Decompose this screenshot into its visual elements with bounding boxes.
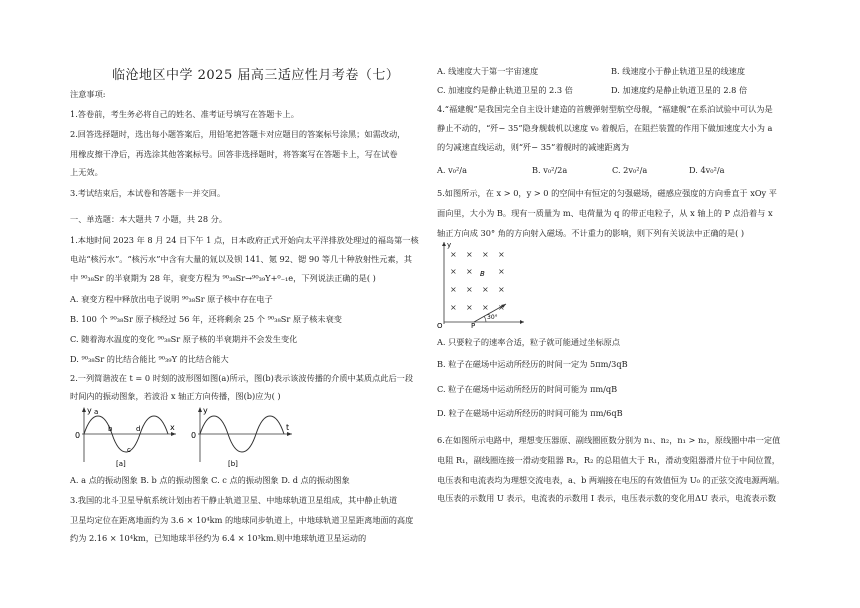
q2-fig-b-label: [b] xyxy=(228,460,238,468)
q2a-point-d: d xyxy=(136,425,141,433)
q1-line-3: 中 ⁹⁰₃₈Sr 的半衰期为 28 年，衰变方程为 ⁹⁰₃₈Sr→⁹⁰₃₉Y+⁰₋₁e，下列说法正确的是( ) xyxy=(70,273,376,283)
q2a-origin: 0 xyxy=(75,431,81,440)
cross: × xyxy=(450,267,457,276)
cross: × xyxy=(466,267,473,276)
cross: × xyxy=(498,250,505,259)
q2a-point-b: b xyxy=(108,425,113,433)
q3-option-b: B. 线速度小于静止轨道卫星的线速度 xyxy=(611,66,746,76)
q2b-y-label: y xyxy=(203,406,208,415)
q2a-y-label: y xyxy=(87,406,92,415)
q4-line-3: 的匀减速直线运动，则“歼− 35”着舰时的减速距离为 xyxy=(437,142,630,152)
section-heading: 一、单选题：本大题共 7 小题，共 28 分。 xyxy=(70,214,228,224)
cross: × xyxy=(466,285,473,294)
note-1: 1.答卷前，考生务必将自己的姓名、准考证号填写在答题卡上。 xyxy=(70,109,299,119)
cross: × xyxy=(482,303,489,312)
q2-options: A. a 点的振动图象 B. b 点的振动图象 C. c 点的振动图象 D. d 点的振动图象 xyxy=(70,475,350,485)
note-2-line-2: 用橡皮擦干净后，再选涂其他答案标号。回答非选择题时，将答案写在答题卡上，写在试卷 xyxy=(70,149,398,159)
q5-field-figure xyxy=(436,240,526,330)
q3-option-a: A. 线速度大于第一宇宙速度 xyxy=(437,66,539,76)
q4-option-d: D. 4v₀²/a xyxy=(689,165,725,175)
q6-line-2: 电阻 R₁，副线圈连接一滑动变阻器 R₂，R₂ 的总阻值大于 R₁，滑动变阻器滑片位于中间位置， xyxy=(437,455,780,465)
cross: × xyxy=(498,303,505,312)
cross: × xyxy=(482,285,489,294)
q3-line-2: 卫星均定位在距离地面约为 3.6 × 10⁴km 的地球同步轨道上，中地球轨道卫星距离地面的高度 xyxy=(70,515,414,525)
q2-line-2: 时间内的振动图象，若波沿 x 轴正方向传播，图(b)应为( ) xyxy=(70,391,281,401)
q6-line-4: 电压表的示数用 U 表示，电流表的示数用 I 表示，电压表示数的变化用ΔU 表示，电流表示数 xyxy=(437,493,776,503)
q1-line-2: 电站“核污水”。“核污水”中含有大量的氚以及钡 141、氪 92、锶 90 等几十种放射性元素，其 xyxy=(70,254,412,264)
q2b-t-label: t xyxy=(286,423,290,432)
cross: × xyxy=(466,303,473,312)
q4-line-2: 静止不动的，“歼− 35”隐身舰载机以速度 v₀ 着舰后，在阻拦装置的作用下做加速度大小为 a xyxy=(437,123,773,133)
note-3: 3.考试结束后，本试卷和答题卡一并交回。 xyxy=(70,188,226,198)
q4-option-b: B. v₀²/2a xyxy=(532,165,568,175)
cross: × xyxy=(482,250,489,259)
notes-heading: 注意事项: xyxy=(70,89,106,99)
q1-option-d: D. ⁹⁰₃₈Sr 的比结合能比 ⁹⁰₃₉Y 的比结合能大 xyxy=(70,354,229,364)
q2-fig-a-label: [a] xyxy=(116,460,126,468)
q1-option-a: A. 衰变方程中释放出电子说明 ⁹⁰₃₈Sr 原子核中存在电子 xyxy=(70,294,273,304)
cross: × xyxy=(450,250,457,259)
q5-option-b: B. 粒子在磁场中运动所经历的时间一定为 5πm/3qB xyxy=(437,359,628,369)
q1-option-b: B. 100 个 ⁹⁰₃₈Sr 原子核经过 56 年，还将剩余 25 个 ⁹⁰₃₈Sr 原子核未衰变 xyxy=(70,314,342,324)
q5-option-c: C. 粒子在磁场中运动所经历的时间可能为 πm/qB xyxy=(437,384,618,394)
q6-line-1: 6.在如图所示电路中，理想变压器原、副线圈匝数分别为 n₁、n₂，n₁ > n₂，原线圈中串一定值 xyxy=(437,435,781,445)
q2-wave-figures xyxy=(70,404,300,468)
q4-line-1: 4.“福建舰”是我国完全自主设计建造的首艘弹射型航空母舰，“福建舰”在系泊试验中可认为是 xyxy=(437,104,773,114)
q5-y-label: y xyxy=(447,241,452,249)
q2-line-1: 2.一列简谐波在 t = 0 时刻的波形图如图(a)所示，图(b)表示该波传播的介质中某质点此后一段 xyxy=(70,373,414,383)
cross: × xyxy=(450,303,457,312)
q6-line-3: 电压表和电流表均为理想交流电表，a、b 两端接在电压的有效值恒为 U₀ 的正弦交流电源两端。 xyxy=(437,475,785,485)
q5-angle-label: 30° xyxy=(487,314,498,321)
q1-option-c: C. 随着海水温度的变化 ⁹⁰₃₈Sr 原子核的半衰期并不会发生变化 xyxy=(70,334,298,344)
q2a-x-label: x xyxy=(170,423,175,432)
cross: × xyxy=(466,250,473,259)
cross: × xyxy=(498,267,505,276)
q5-line-2: 面向里，大小为 B。现有一质量为 m、电荷量为 q 的带正电粒子，从 x 轴上的 P 点沿着与 x xyxy=(437,208,773,218)
q3-option-c: C. 加速度约是静止轨道卫星的 2.3 倍 xyxy=(437,85,573,95)
cross: × xyxy=(450,285,457,294)
q5-origin: O xyxy=(437,322,443,330)
note-2-line-3: 上无效。 xyxy=(70,167,103,177)
q5-option-a: A. 只要粒子的速率合适，粒子就可能通过坐标原点 xyxy=(437,337,621,347)
q3-option-d: D. 加速度约是静止轨道卫星的 2.8 倍 xyxy=(611,85,748,95)
q1-line-1: 1.本地时间 2023 年 8 月 24 日下午 1 点，日本政府正式开始向太平洋排放处理过的福岛第一核 xyxy=(70,235,419,245)
q5-p-label: P xyxy=(471,322,476,330)
q3-line-1: 3.我国的北斗卫星导航系统计划由若干静止轨道卫星、中地球轨道卫星组成，其中静止轨道 xyxy=(70,495,398,505)
q2a-point-a: a xyxy=(94,408,99,416)
note-2-line-1: 2.回答选择题时，选出每小题答案后，用铅笔把答题卡对应题目的答案标号涂黑；如需改动， xyxy=(70,129,406,139)
q5-line-1: 5.如图所示，在 x > 0，y > 0 的空间中有恒定的匀强磁场，磁感应强度的方向垂直于 xOy 平 xyxy=(437,188,777,198)
q5-option-d: D. 粒子在磁场中运动所经历的时间可能为 πm/6qB xyxy=(437,408,623,418)
q5-line-3: 轴正方向成 30° 角的方向射入磁场。不计重力的影响，则下列有关说法中正确的是( ) xyxy=(437,228,745,238)
q4-option-a: A. v₀²/a xyxy=(437,165,467,175)
exam-title: 临沧地区中学 2025 届高三适应性月考卷（七） xyxy=(112,68,400,83)
cross: × xyxy=(498,285,505,294)
q3-line-3: 约为 2.16 × 10⁴km，已知地球半径约为 6.4 × 10³km.则中地球轨道卫星运动的 xyxy=(70,533,367,543)
q4-option-c: C. 2v₀²/a xyxy=(612,165,648,175)
q2b-origin: 0 xyxy=(191,431,197,440)
q5-b-label: B xyxy=(480,270,485,278)
q2a-point-c: c xyxy=(127,446,131,454)
